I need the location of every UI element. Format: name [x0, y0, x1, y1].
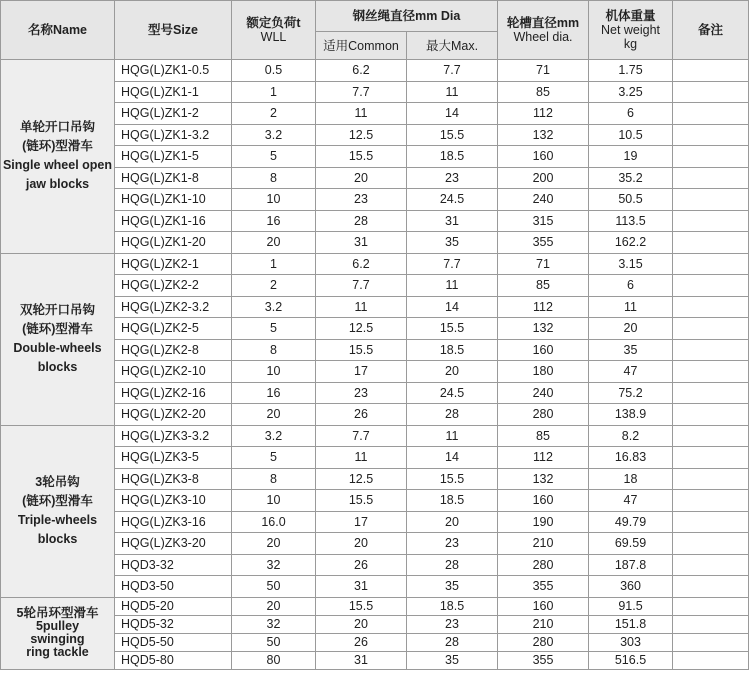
common-cell: 17 [316, 361, 407, 383]
model-cell: HQG(L)ZK2-5 [115, 318, 232, 340]
header-weight-unit: kg [623, 37, 638, 51]
max-cell: 18.5 [407, 146, 498, 168]
common-cell: 26 [316, 554, 407, 576]
header-weight [589, 1, 673, 60]
common-cell: 12.5 [316, 318, 407, 340]
group-name-line: 单轮开口吊钩 [19, 120, 95, 135]
header-remark-label: 备注 [697, 23, 723, 37]
model-cell: HQD5-20 [115, 597, 232, 615]
wll-cell: 8 [232, 339, 316, 361]
weight-cell: 303 [589, 633, 673, 651]
remark-cell [673, 81, 749, 103]
group-name-cell [1, 253, 115, 425]
remark-cell [673, 275, 749, 297]
weight-cell: 360 [589, 576, 673, 598]
common-cell: 15.5 [316, 597, 407, 615]
group-name-line: blocks [37, 360, 78, 374]
group-name-line: 5轮吊环型滑车 [16, 606, 99, 620]
wheel-cell: 132 [498, 124, 589, 146]
group-name-line: Single wheel open [2, 158, 113, 173]
common-cell: 12.5 [316, 468, 407, 490]
wll-cell: 16.0 [232, 511, 316, 533]
group-name-line: Double-wheels [13, 341, 102, 355]
max-cell: 35 [407, 651, 498, 669]
wheel-cell: 355 [498, 232, 589, 254]
model-cell: HQG(L)ZK1-8 [115, 167, 232, 189]
max-cell: 11 [407, 275, 498, 297]
weight-cell: 1.75 [589, 60, 673, 82]
max-cell: 14 [407, 296, 498, 318]
weight-cell: 516.5 [589, 651, 673, 669]
common-cell: 11 [316, 447, 407, 469]
remark-cell [673, 576, 749, 598]
group-name-line: 双轮开口吊钩 [19, 303, 95, 317]
remark-cell [673, 296, 749, 318]
common-cell: 17 [316, 511, 407, 533]
remark-cell [673, 447, 749, 469]
common-cell: 31 [316, 576, 407, 598]
wll-cell: 50 [232, 576, 316, 598]
weight-cell: 16.83 [589, 447, 673, 469]
wll-cell: 80 [232, 651, 316, 669]
remark-cell [673, 425, 749, 447]
max-cell: 15.5 [407, 468, 498, 490]
table-body [1, 60, 749, 670]
header-wll-cn: 额定负荷t [246, 16, 301, 30]
header-wll-en: WLL [260, 30, 287, 44]
group-name-line: 5pulley [35, 619, 80, 633]
wheel-cell: 112 [498, 296, 589, 318]
header-rope-common: 适用Common [316, 32, 407, 60]
model-cell: HQG(L)ZK1-0.5 [115, 60, 232, 82]
remark-cell [673, 339, 749, 361]
wll-cell: 10 [232, 361, 316, 383]
weight-cell: 11 [589, 296, 673, 318]
remark-cell [673, 124, 749, 146]
wheel-cell: 160 [498, 339, 589, 361]
max-cell: 7.7 [407, 253, 498, 275]
table-row [1, 425, 749, 447]
wheel-cell: 355 [498, 651, 589, 669]
common-cell: 23 [316, 382, 407, 404]
weight-cell: 6 [589, 103, 673, 125]
common-cell: 7.7 [316, 425, 407, 447]
remark-cell [673, 232, 749, 254]
model-cell: HQG(L)ZK3-20 [115, 533, 232, 555]
wheel-cell: 71 [498, 60, 589, 82]
wheel-cell: 160 [498, 146, 589, 168]
wheel-cell: 112 [498, 103, 589, 125]
max-cell: 24.5 [407, 189, 498, 211]
header-rope-max: 最大Max. [407, 32, 498, 60]
header-remark [673, 1, 749, 60]
weight-cell: 35 [589, 339, 673, 361]
common-cell: 28 [316, 210, 407, 232]
group-name-cell [1, 597, 115, 669]
max-cell: 31 [407, 210, 498, 232]
weight-cell: 3.15 [589, 253, 673, 275]
group-name-line: blocks [37, 532, 78, 546]
wll-cell: 20 [232, 232, 316, 254]
weight-cell: 47 [589, 490, 673, 512]
remark-cell [673, 511, 749, 533]
model-cell: HQG(L)ZK1-3.2 [115, 124, 232, 146]
model-cell: HQD5-32 [115, 615, 232, 633]
remark-cell [673, 382, 749, 404]
table-header [1, 1, 749, 60]
group-name-line: swinging [30, 632, 85, 646]
wheel-cell: 190 [498, 511, 589, 533]
common-cell: 26 [316, 633, 407, 651]
wll-cell: 20 [232, 533, 316, 555]
weight-cell: 20 [589, 318, 673, 340]
weight-cell: 162.2 [589, 232, 673, 254]
model-cell: HQD5-50 [115, 633, 232, 651]
max-cell: 15.5 [407, 124, 498, 146]
remark-cell [673, 189, 749, 211]
table-row [1, 253, 749, 275]
wll-cell: 5 [232, 447, 316, 469]
common-cell: 6.2 [316, 253, 407, 275]
wheel-cell: 160 [498, 597, 589, 615]
remark-cell [673, 651, 749, 669]
model-cell: HQG(L)ZK1-20 [115, 232, 232, 254]
max-cell: 15.5 [407, 318, 498, 340]
wheel-cell: 85 [498, 425, 589, 447]
weight-cell: 19 [589, 146, 673, 168]
header-wheel-cn: 轮槽直径mm [506, 16, 580, 30]
wheel-cell: 200 [498, 167, 589, 189]
wheel-cell: 132 [498, 468, 589, 490]
model-cell: HQD3-32 [115, 554, 232, 576]
model-cell: HQG(L)ZK1-5 [115, 146, 232, 168]
wheel-cell: 85 [498, 275, 589, 297]
remark-cell [673, 468, 749, 490]
wll-cell: 3.2 [232, 425, 316, 447]
common-cell: 20 [316, 167, 407, 189]
wheel-cell: 85 [498, 81, 589, 103]
wll-cell: 32 [232, 554, 316, 576]
weight-cell: 35.2 [589, 167, 673, 189]
model-cell: HQG(L)ZK2-8 [115, 339, 232, 361]
wheel-cell: 180 [498, 361, 589, 383]
wll-cell: 8 [232, 468, 316, 490]
model-cell: HQG(L)ZK2-1 [115, 253, 232, 275]
remark-cell [673, 210, 749, 232]
model-cell: HQG(L)ZK3-8 [115, 468, 232, 490]
max-cell: 18.5 [407, 597, 498, 615]
header-weight-en: Net weight [600, 23, 661, 37]
header-rope [316, 1, 498, 32]
header-weight-cn: 机体重量 [605, 9, 656, 23]
model-cell: HQG(L)ZK3-5 [115, 447, 232, 469]
common-cell: 6.2 [316, 60, 407, 82]
wll-cell: 10 [232, 490, 316, 512]
model-cell: HQG(L)ZK3-3.2 [115, 425, 232, 447]
model-cell: HQG(L)ZK1-10 [115, 189, 232, 211]
common-cell: 11 [316, 296, 407, 318]
group-name-line: (链环)型滑车 [22, 139, 93, 154]
remark-cell [673, 404, 749, 426]
wll-cell: 50 [232, 633, 316, 651]
common-cell: 15.5 [316, 146, 407, 168]
group-name-cell [1, 60, 115, 254]
group-name-line: Triple-wheels [17, 513, 98, 527]
header-wheel-en: Wheel dia. [513, 30, 573, 44]
model-cell: HQD3-50 [115, 576, 232, 598]
common-cell: 26 [316, 404, 407, 426]
wll-cell: 20 [232, 597, 316, 615]
max-cell: 23 [407, 533, 498, 555]
wll-cell: 16 [232, 210, 316, 232]
model-cell: HQG(L)ZK1-1 [115, 81, 232, 103]
group-name-line: (链环)型滑车 [22, 322, 93, 336]
common-cell: 11 [316, 103, 407, 125]
wheel-cell: 240 [498, 382, 589, 404]
weight-cell: 187.8 [589, 554, 673, 576]
remark-cell [673, 597, 749, 615]
wll-cell: 2 [232, 103, 316, 125]
wll-cell: 32 [232, 615, 316, 633]
weight-cell: 49.79 [589, 511, 673, 533]
remark-cell [673, 615, 749, 633]
wll-cell: 5 [232, 318, 316, 340]
max-cell: 28 [407, 404, 498, 426]
weight-cell: 18 [589, 468, 673, 490]
group-name-line: (链环)型滑车 [22, 494, 93, 508]
header-wll [232, 1, 316, 60]
table-row [1, 597, 749, 615]
wheel-cell: 160 [498, 490, 589, 512]
max-cell: 11 [407, 81, 498, 103]
weight-cell: 47 [589, 361, 673, 383]
model-cell: HQG(L)ZK1-2 [115, 103, 232, 125]
wheel-cell: 355 [498, 576, 589, 598]
max-cell: 23 [407, 167, 498, 189]
remark-cell [673, 490, 749, 512]
weight-cell: 75.2 [589, 382, 673, 404]
weight-cell: 113.5 [589, 210, 673, 232]
weight-cell: 69.59 [589, 533, 673, 555]
max-cell: 23 [407, 615, 498, 633]
model-cell: HQG(L)ZK2-10 [115, 361, 232, 383]
remark-cell [673, 633, 749, 651]
remark-cell [673, 554, 749, 576]
wll-cell: 20 [232, 404, 316, 426]
common-cell: 7.7 [316, 81, 407, 103]
weight-cell: 8.2 [589, 425, 673, 447]
group-name-line: 3轮吊钩 [35, 475, 80, 489]
wheel-cell: 280 [498, 404, 589, 426]
max-cell: 20 [407, 511, 498, 533]
max-cell: 14 [407, 103, 498, 125]
wll-cell: 16 [232, 382, 316, 404]
remark-cell [673, 167, 749, 189]
common-cell: 31 [316, 232, 407, 254]
max-cell: 7.7 [407, 60, 498, 82]
wll-cell: 2 [232, 275, 316, 297]
group-name-cell [1, 425, 115, 597]
weight-cell: 10.5 [589, 124, 673, 146]
remark-cell [673, 60, 749, 82]
wheel-cell: 112 [498, 447, 589, 469]
common-cell: 12.5 [316, 124, 407, 146]
wll-cell: 3.2 [232, 296, 316, 318]
common-cell: 20 [316, 615, 407, 633]
wll-cell: 5 [232, 146, 316, 168]
max-cell: 20 [407, 361, 498, 383]
group-name-line: ring tackle [26, 645, 89, 659]
model-cell: HQG(L)ZK3-16 [115, 511, 232, 533]
max-cell: 28 [407, 633, 498, 651]
wheel-cell: 315 [498, 210, 589, 232]
wll-cell: 8 [232, 167, 316, 189]
remark-cell [673, 253, 749, 275]
max-cell: 35 [407, 232, 498, 254]
header-wheel [498, 1, 589, 60]
common-cell: 20 [316, 533, 407, 555]
model-cell: HQG(L)ZK1-16 [115, 210, 232, 232]
wheel-cell: 240 [498, 189, 589, 211]
remark-cell [673, 533, 749, 555]
wheel-cell: 71 [498, 253, 589, 275]
model-cell: HQG(L)ZK2-2 [115, 275, 232, 297]
max-cell: 35 [407, 576, 498, 598]
remark-cell [673, 318, 749, 340]
model-cell: HQD5-80 [115, 651, 232, 669]
weight-cell: 50.5 [589, 189, 673, 211]
wll-cell: 1 [232, 253, 316, 275]
common-cell: 7.7 [316, 275, 407, 297]
max-cell: 24.5 [407, 382, 498, 404]
header-rope-label: 钢丝绳直径mm Dia [352, 9, 461, 23]
max-cell: 28 [407, 554, 498, 576]
wheel-cell: 280 [498, 554, 589, 576]
max-cell: 14 [407, 447, 498, 469]
weight-cell: 6 [589, 275, 673, 297]
common-cell: 15.5 [316, 339, 407, 361]
table-row [1, 60, 749, 82]
model-cell: HQG(L)ZK2-3.2 [115, 296, 232, 318]
wheel-cell: 210 [498, 615, 589, 633]
wheel-cell: 210 [498, 533, 589, 555]
model-cell: HQG(L)ZK2-16 [115, 382, 232, 404]
remark-cell [673, 361, 749, 383]
model-cell: HQG(L)ZK3-10 [115, 490, 232, 512]
weight-cell: 151.8 [589, 615, 673, 633]
header-size [115, 1, 232, 60]
weight-cell: 3.25 [589, 81, 673, 103]
common-cell: 15.5 [316, 490, 407, 512]
max-cell: 18.5 [407, 339, 498, 361]
wll-cell: 10 [232, 189, 316, 211]
remark-cell [673, 146, 749, 168]
max-cell: 11 [407, 425, 498, 447]
wll-cell: 3.2 [232, 124, 316, 146]
group-name-line: jaw blocks [25, 177, 90, 192]
weight-cell: 91.5 [589, 597, 673, 615]
remark-cell [673, 103, 749, 125]
wll-cell: 0.5 [232, 60, 316, 82]
wheel-cell: 132 [498, 318, 589, 340]
common-cell: 31 [316, 651, 407, 669]
model-cell: HQG(L)ZK2-20 [115, 404, 232, 426]
header-size-label: 型号Size [147, 23, 198, 37]
common-cell: 23 [316, 189, 407, 211]
header-name-label: 名称Name [27, 23, 88, 37]
weight-cell: 138.9 [589, 404, 673, 426]
header-name [1, 1, 115, 60]
max-cell: 18.5 [407, 490, 498, 512]
wll-cell: 1 [232, 81, 316, 103]
wheel-cell: 280 [498, 633, 589, 651]
